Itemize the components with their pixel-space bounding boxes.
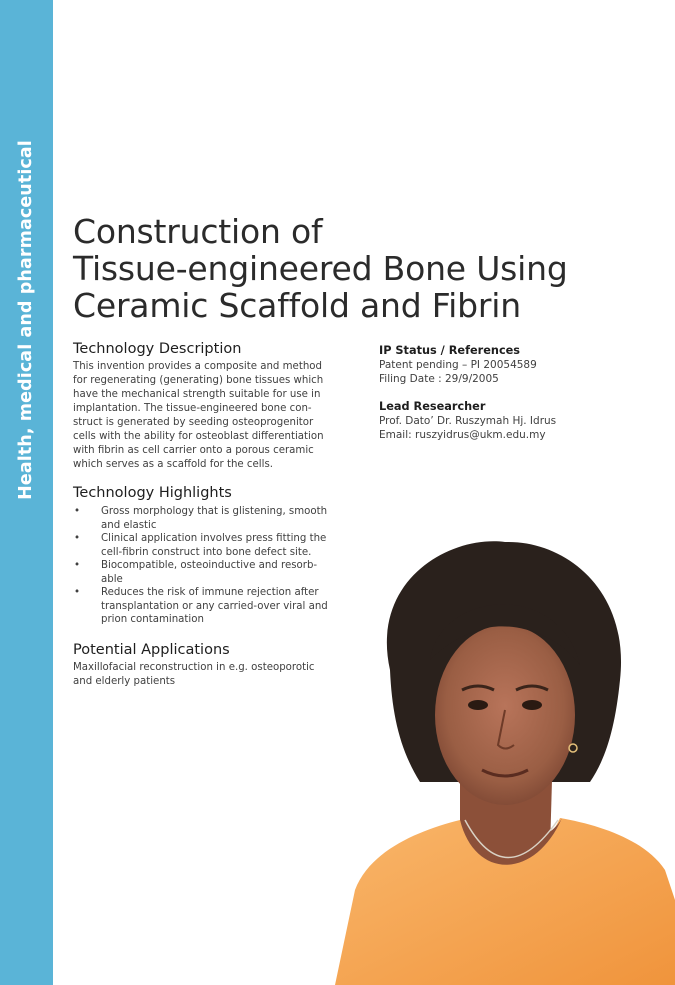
text-line: able — [101, 573, 123, 585]
text-line: with fibrin as cell carrier onto a porous ceramic — [73, 445, 314, 456]
bullet-icon: • — [74, 587, 81, 598]
highlights-list — [73, 505, 348, 627]
title-line: Tissue-engineered Bone Using — [73, 249, 568, 288]
filing-date: Filing Date : 29/9/2005 — [379, 373, 499, 385]
text-line: struct is generated by seeding osteoprogenitor — [73, 417, 314, 428]
text-line: Gross morphology that is glistening, smooth — [101, 506, 328, 517]
title-line: Ceramic Scaffold and Fibrin — [73, 286, 521, 325]
portrait-photo — [330, 520, 675, 985]
bullet-icon: • — [74, 560, 81, 571]
title-line: Construction of — [73, 212, 323, 251]
text-line: cells with the ability for osteoblast differentiation — [73, 431, 324, 442]
list-item — [73, 559, 348, 586]
eye-shape — [468, 700, 488, 710]
list-item — [73, 505, 348, 532]
text-line: Reduces the risk of immune rejection after — [101, 587, 319, 598]
technology-description-text — [73, 360, 348, 472]
text-line: and elastic — [101, 519, 157, 531]
text-line: Clinical application involves press fitting the — [101, 533, 327, 544]
technology-highlights-heading: Technology Highlights — [73, 485, 232, 501]
text-line: have the mechanical strength suitable for use in — [73, 389, 321, 400]
text-line: This invention provides a composite and method — [73, 361, 322, 372]
left-column — [73, 340, 348, 689]
side-category-band — [0, 0, 53, 985]
list-item — [73, 532, 348, 559]
technology-description-heading: Technology Description — [73, 341, 242, 357]
text-line: and elderly patients — [73, 675, 176, 687]
lead-researcher-heading: Lead Researcher — [379, 400, 486, 413]
page-title — [73, 213, 653, 324]
patent-status: Patent pending – PI 20054589 — [379, 359, 537, 371]
list-item — [73, 586, 348, 627]
researcher-email: Email: ruszyidrus@ukm.edu.my — [379, 429, 546, 441]
eye-shape — [522, 700, 542, 710]
text-line: prion contamination — [101, 614, 204, 625]
text-line: Maxillofacial reconstruction in e.g. osteoporotic — [73, 661, 315, 673]
potential-applications-text — [73, 661, 348, 689]
bullet-icon: • — [74, 506, 81, 517]
text-line: which serves as a scaffold for the cells. — [73, 459, 274, 470]
text-line: for regenerating (generating) bone tissues which — [73, 375, 324, 386]
text-line: Biocompatible, osteoinductive and resorb- — [101, 560, 318, 571]
category-label: Health, medical and pharmaceutical — [16, 140, 36, 500]
researcher-name: Prof. Dato’ Dr. Ruszymah Hj. Idrus — [379, 415, 557, 427]
text-line: transplantation or any carried-over viral and — [101, 600, 328, 612]
ip-status-heading: IP Status / References — [379, 344, 521, 357]
right-column — [379, 344, 649, 442]
text-line: cell-fibrin construct into bone defect site. — [101, 546, 312, 558]
text-line: implantation. The tissue-engineered bone con- — [73, 403, 312, 414]
bullet-icon: • — [74, 533, 81, 544]
potential-applications-heading: Potential Applications — [73, 641, 230, 658]
